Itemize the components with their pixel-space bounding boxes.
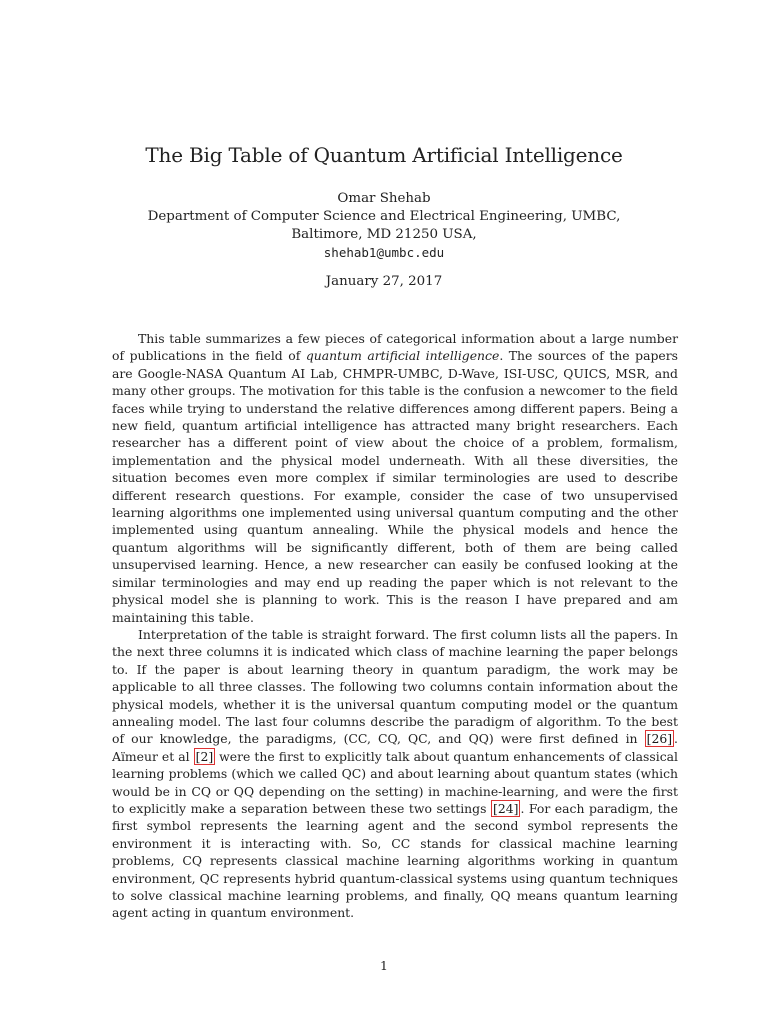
citation-link-2[interactable]: [2] bbox=[195, 748, 214, 764]
author-block bbox=[0, 190, 768, 262]
p1-text-b: . The sources of the papers are Google-NASA Quantum AI Lab, CHMPR-UMBC, D-Wave, ISI-USC, QUICS, MSR, and many other groups. The motivation for this table is the confusion a newcomer to the field faces while trying to understand the relative differences among different papers. Being a new field, quantum artificial intelligence has attracted many bright researchers. Each researcher has a different point of view about the choice of a problem, formalism, implementation and the physical model underneath. With all these diversities, the situation becomes even more complex if similar terminologies are used to describe different research questions. For example, consider the case of two unsupervised learning algorithms one implemented using universal quantum computing and the other implemented using quantum annealing. While the physical models and hence the quantum algorithms will be significantly different, both of them are being called unsupervised learning. Hence, a new researcher can easily be confused looking at the similar terminologies and may end up reading the paper which is not relevant to the physical model she is planning to work. This is the reason I have prepared and am maintaining this table. bbox=[112, 348, 679, 625]
p1-text-a: This table summarizes a few pieces of categorical information about a large number of publications in the field of bbox=[112, 331, 678, 364]
paper-title: The Big Table of Quantum Artificial Intelligence bbox=[145, 143, 623, 167]
p2-text-d: . For each paradigm, the first symbol represents the learning agent and the second symbol represents the environment it is interacting with. So, CC stands for classical machine learning problems, CQ represents classical machine learning algorithms working in quantum environment, QC represents hybrid quantum-classical systems using quantum techniques to solve classical machine learning problems, and finally, QQ means quantum learning agent acting in quantum environment. bbox=[112, 800, 678, 921]
author-affiliation: Department of Computer Science and Electrical Engineering, UMBC, bbox=[147, 209, 621, 224]
paper-body bbox=[112, 330, 678, 922]
paper-date: January 27, 2017 bbox=[325, 274, 443, 289]
paragraph-2 bbox=[112, 626, 678, 922]
page-number: 1 bbox=[380, 958, 388, 973]
p1-emphasis: quantum artificial intelligence bbox=[305, 348, 500, 364]
author-address: Baltimore, MD 21250 USA, bbox=[291, 227, 477, 242]
p2-text-b: . Aïmeur et al bbox=[112, 731, 678, 764]
p2-text-c: were the first to explicitly talk about quantum enhancements of classical learning problems (which we called QC) and about learning about quantum states (which would be in CQ or QQ depending on the setting) in machine-learning, and were the first to explicitly make a separation between these two settings bbox=[112, 748, 679, 816]
p2-text-a: Interpretation of the table is straight forward. The first column lists all the papers. In the next three columns it is indicated which class of machine learning the paper belongs to. If the paper is about learning theory in quantum paradigm, the work may be applicable to all three classes. The following two columns contain information about the physical models, whether it is the universal quantum computing model or the quantum annealing model. The last four columns describe the paradigm of algorithm. To the best of our knowledge, the paradigms, (CC, CQ, QC, and QQ) were first defined in bbox=[112, 626, 678, 747]
citation-link-26[interactable]: [26] bbox=[646, 731, 673, 747]
citation-link-24[interactable]: [24] bbox=[493, 800, 519, 816]
author-name: Omar Shehab bbox=[337, 191, 431, 206]
author-email: shehab1@umbc.edu bbox=[323, 245, 445, 260]
paragraph-1 bbox=[112, 330, 678, 626]
